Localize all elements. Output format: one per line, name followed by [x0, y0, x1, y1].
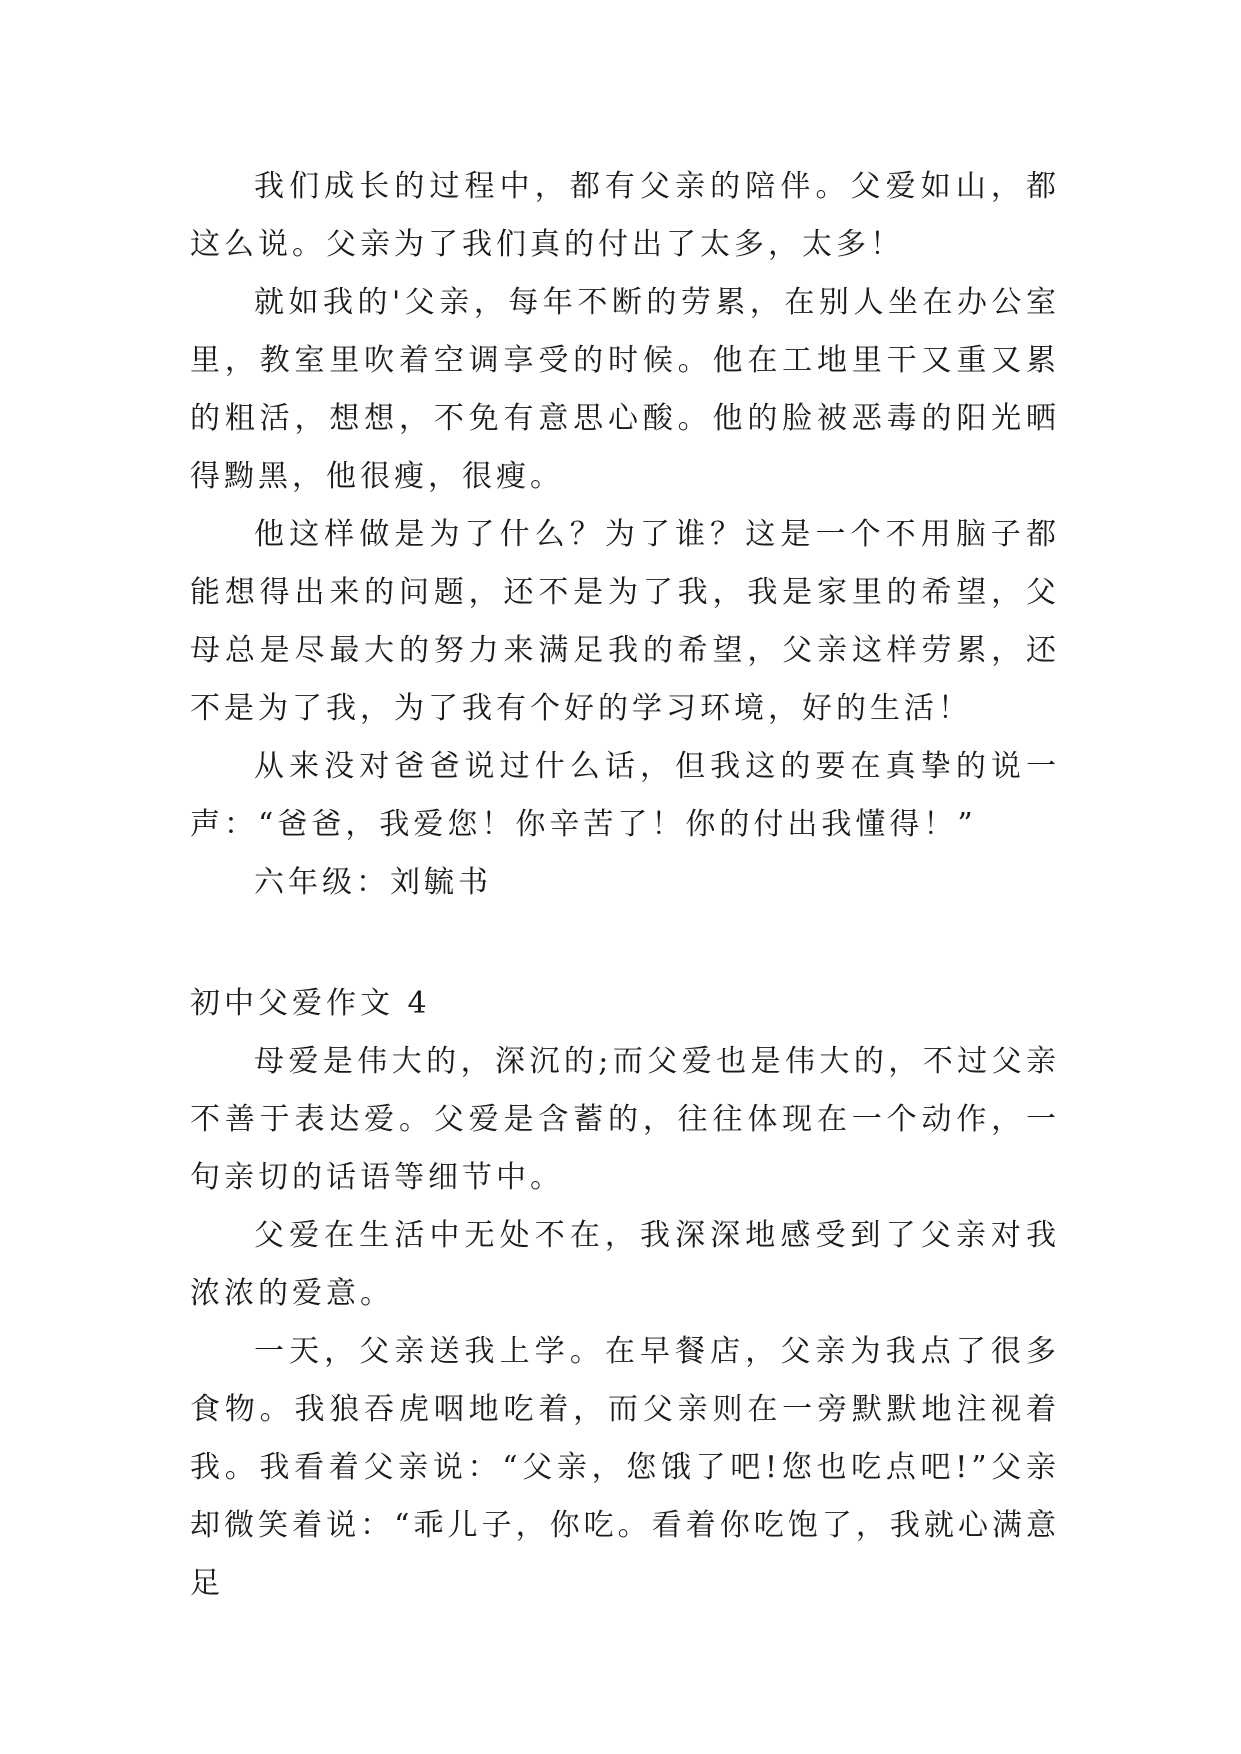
paragraph: 从来没对爸爸说过什么话，但我这的要在真挚的说一声：“爸爸，我爱您！你辛苦了！你的付出我懂得！” [190, 749, 1060, 842]
paragraph: 我们成长的过程中，都有父亲的陪伴。父爱如山，都这么说。父亲为了我们真的付出了太多，太多！ [190, 169, 1060, 262]
author-signature: 六年级：刘毓书 [254, 865, 492, 900]
essay-section-1 [190, 158, 1060, 912]
paragraph: 母爱是伟大的，深沉的;而父爱也是伟大的，不过父亲不善于表达爱。父爱是含蓄的，往往体现在一个动作，一句亲切的话语等细节中。 [190, 1044, 1060, 1195]
paragraph: 他这样做是为了什么？为了谁？这是一个不用脑子都能想得出来的问题，还不是为了我，我是家里的希望，父母总是尽最大的努力来满足我的希望，父亲这样劳累，还不是为了我，为了我有个好的学习环境，好的生活！ [190, 517, 1060, 726]
essay-title: 初中父爱作文 4 [190, 986, 431, 1021]
paragraph: 就如我的'父亲，每年不断的劳累，在别人坐在办公室里，教室里吹着空调享受的时候。他在工地里干又重又累的粗活，想想，不免有意思心酸。他的脸被恶毒的阳光晒得黝黑，他很瘦，很瘦。 [190, 285, 1060, 494]
essay-section-2 [190, 1033, 1060, 1613]
paragraph: 父爱在生活中无处不在，我深深地感受到了父亲对我浓浓的爱意。 [190, 1218, 1060, 1311]
paragraph: 一天，父亲送我上学。在早餐店，父亲为我点了很多食物。我狼吞虎咽地吃着，而父亲则在一旁默默地注视着我。我看着父亲说：“父亲，您饿了吧!您也吃点吧!”父亲却微笑着说：“乖儿子，你吃。看着你吃饱了，我就心满意足 [190, 1334, 1060, 1601]
